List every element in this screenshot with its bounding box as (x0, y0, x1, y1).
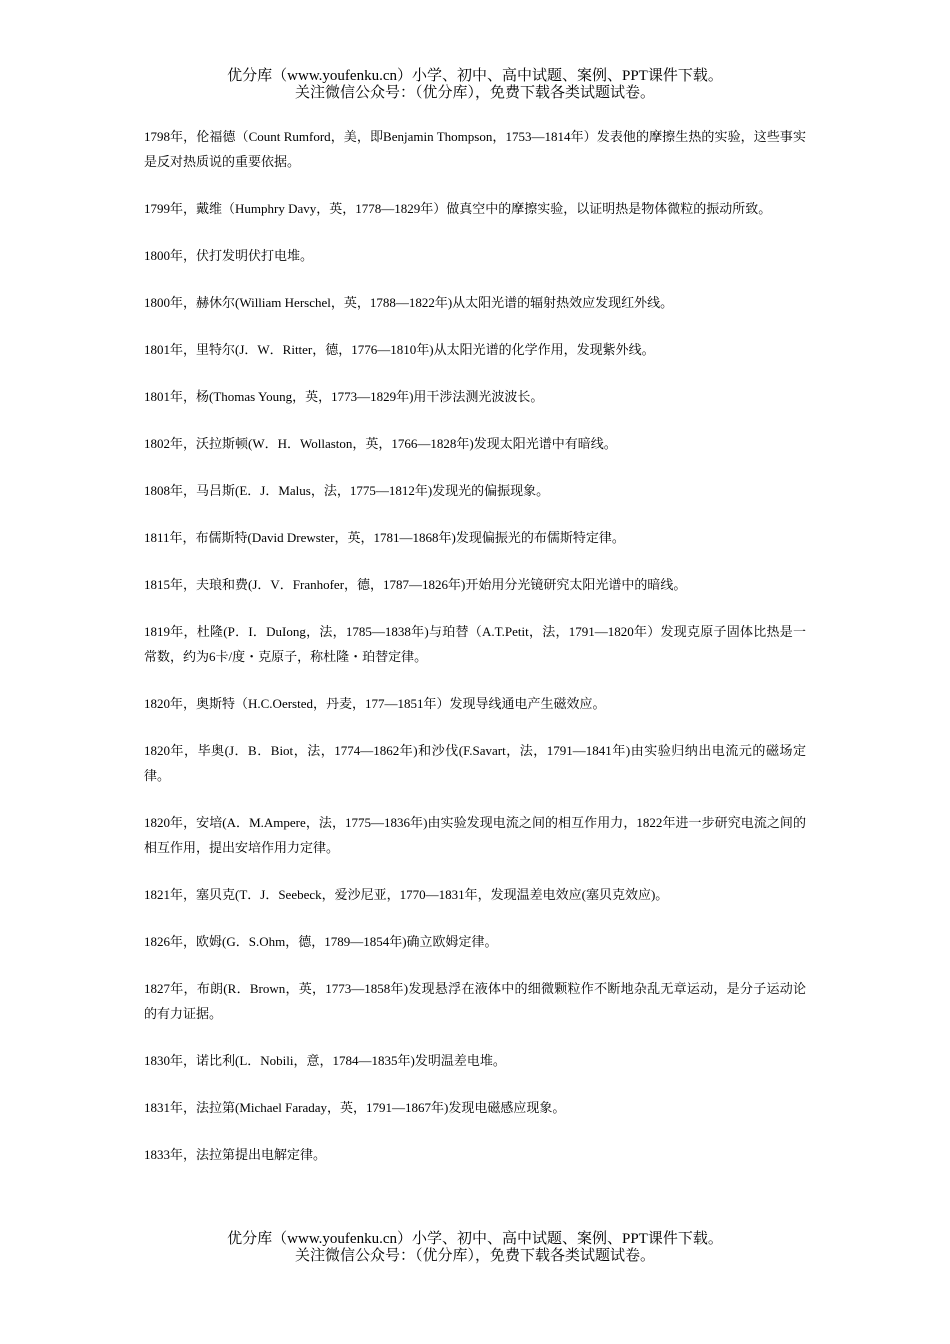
entry-1827-brown: 1827年，布朗(R．Brown，英，1773—1858年)发现悬浮在液体中的细微颗粒作不断地杂乱无章运动，是分子运动论的有力证据。 (144, 981, 806, 1021)
entry-1798-rumford: 1798年，伦福德（Count Rumford，美，即Benjamin Thompson，1753—1814年）发表他的摩擦生热的实验，这些事实是反对热质说的重要依据。 (144, 129, 806, 169)
entry-1801-ritter: 1801年，里特尔(J．W．Ritter，德，1776—1810年)从太阳光谱的化学作用，发现紫外线。 (144, 342, 655, 357)
document-body (144, 124, 806, 1189)
header-line-2: 关注微信公众号：（优分库），免费下载各类试题试卷。 (294, 85, 655, 101)
entry-1819-dulong-petit: 1819年，杜隆(P．I．DuIong，法，1785—1838年)与珀替（A.T.Petit，法，1791—1820年）发现克原子固体比热是一常数，约为6卡/度・克原子，称杜隆・珀替定律。 (144, 624, 806, 664)
entry-1800-herschel: 1800年，赫休尔(William Herschel，英，1788—1822年)从太阳光谱的辐射热效应发现红外线。 (144, 295, 674, 310)
entry-1820-ampere: 1820年，安培(A．M.Ampere，法，1775—1836年)由实验发现电流之间的相互作用力，1822年进一步研究电流之间的相互作用，提出安培作用力定律。 (144, 815, 806, 855)
entry-1826-ohm: 1826年，欧姆(G．S.Ohm，德，1789—1854年)确立欧姆定律。 (144, 934, 498, 949)
entry-1821-seebeck: 1821年，塞贝克(T．J．Seebeck，爱沙尼亚，1770—1831年，发现温差电效应(塞贝克效应)。 (144, 887, 669, 902)
entry-1802-wollaston: 1802年，沃拉斯顿(W．H．Wollaston，英，1766—1828年)发现太阳光谱中有暗线。 (144, 436, 617, 451)
entry-1820-oersted: 1820年，奥斯特（H.C.Oersted，丹麦，177—1851年）发现导线通电产生磁效应。 (144, 696, 606, 711)
entry-1815-fraunhofer: 1815年，夫琅和费(J．V．Franhofer，德，1787—1826年)开始用分光镜研究太阳光谱中的暗线。 (144, 577, 687, 592)
entry-1830-nobili: 1830年，诺比利(L．Nobili，意，1784—1835年)发明温差电堆。 (144, 1053, 506, 1068)
entry-1820-biot-savart: 1820年，毕奥(J．B．Biot，法，1774—1862年)和沙伐(F.Savart，法，1791—1841年)由实验归纳出电流元的磁场定律。 (144, 743, 806, 783)
page-header (0, 68, 950, 102)
entry-1831-faraday: 1831年，法拉第(Michael Faraday，英，1791—1867年)发现电磁感应现象。 (144, 1100, 566, 1115)
entry-1801-young: 1801年，杨(Thomas Young，英，1773—1829年)用干涉法测光波波长。 (144, 389, 544, 404)
footer-line-2: 关注微信公众号：（优分库），免费下载各类试题试卷。 (294, 1248, 655, 1264)
footer-line-1: 优分库（www.youfenku.cn）小学、初中、高中试题、案例、PPT课件下载。 (227, 1231, 723, 1247)
entry-1811-brewster: 1811年，布儒斯特(David Drewster，英，1781—1868年)发现偏振光的布儒斯特定律。 (144, 530, 625, 545)
entry-1800-volta: 1800年，伏打发明伏打电堆。 (144, 248, 314, 263)
entry-1799-davy: 1799年，戴维（Humphry Davy，英，1778—1829年）做真空中的摩擦实验，以证明热是物体微粒的振动所致。 (144, 201, 772, 216)
entry-1808-malus: 1808年，马吕斯(E．J．Malus，法，1775—1812年)发现光的偏振现象。 (144, 483, 550, 498)
entry-1833-faraday: 1833年，法拉第提出电解定律。 (144, 1147, 327, 1162)
header-line-1: 优分库（www.youfenku.cn）小学、初中、高中试题、案例、PPT课件下载。 (227, 68, 723, 84)
page-footer (0, 1231, 950, 1265)
